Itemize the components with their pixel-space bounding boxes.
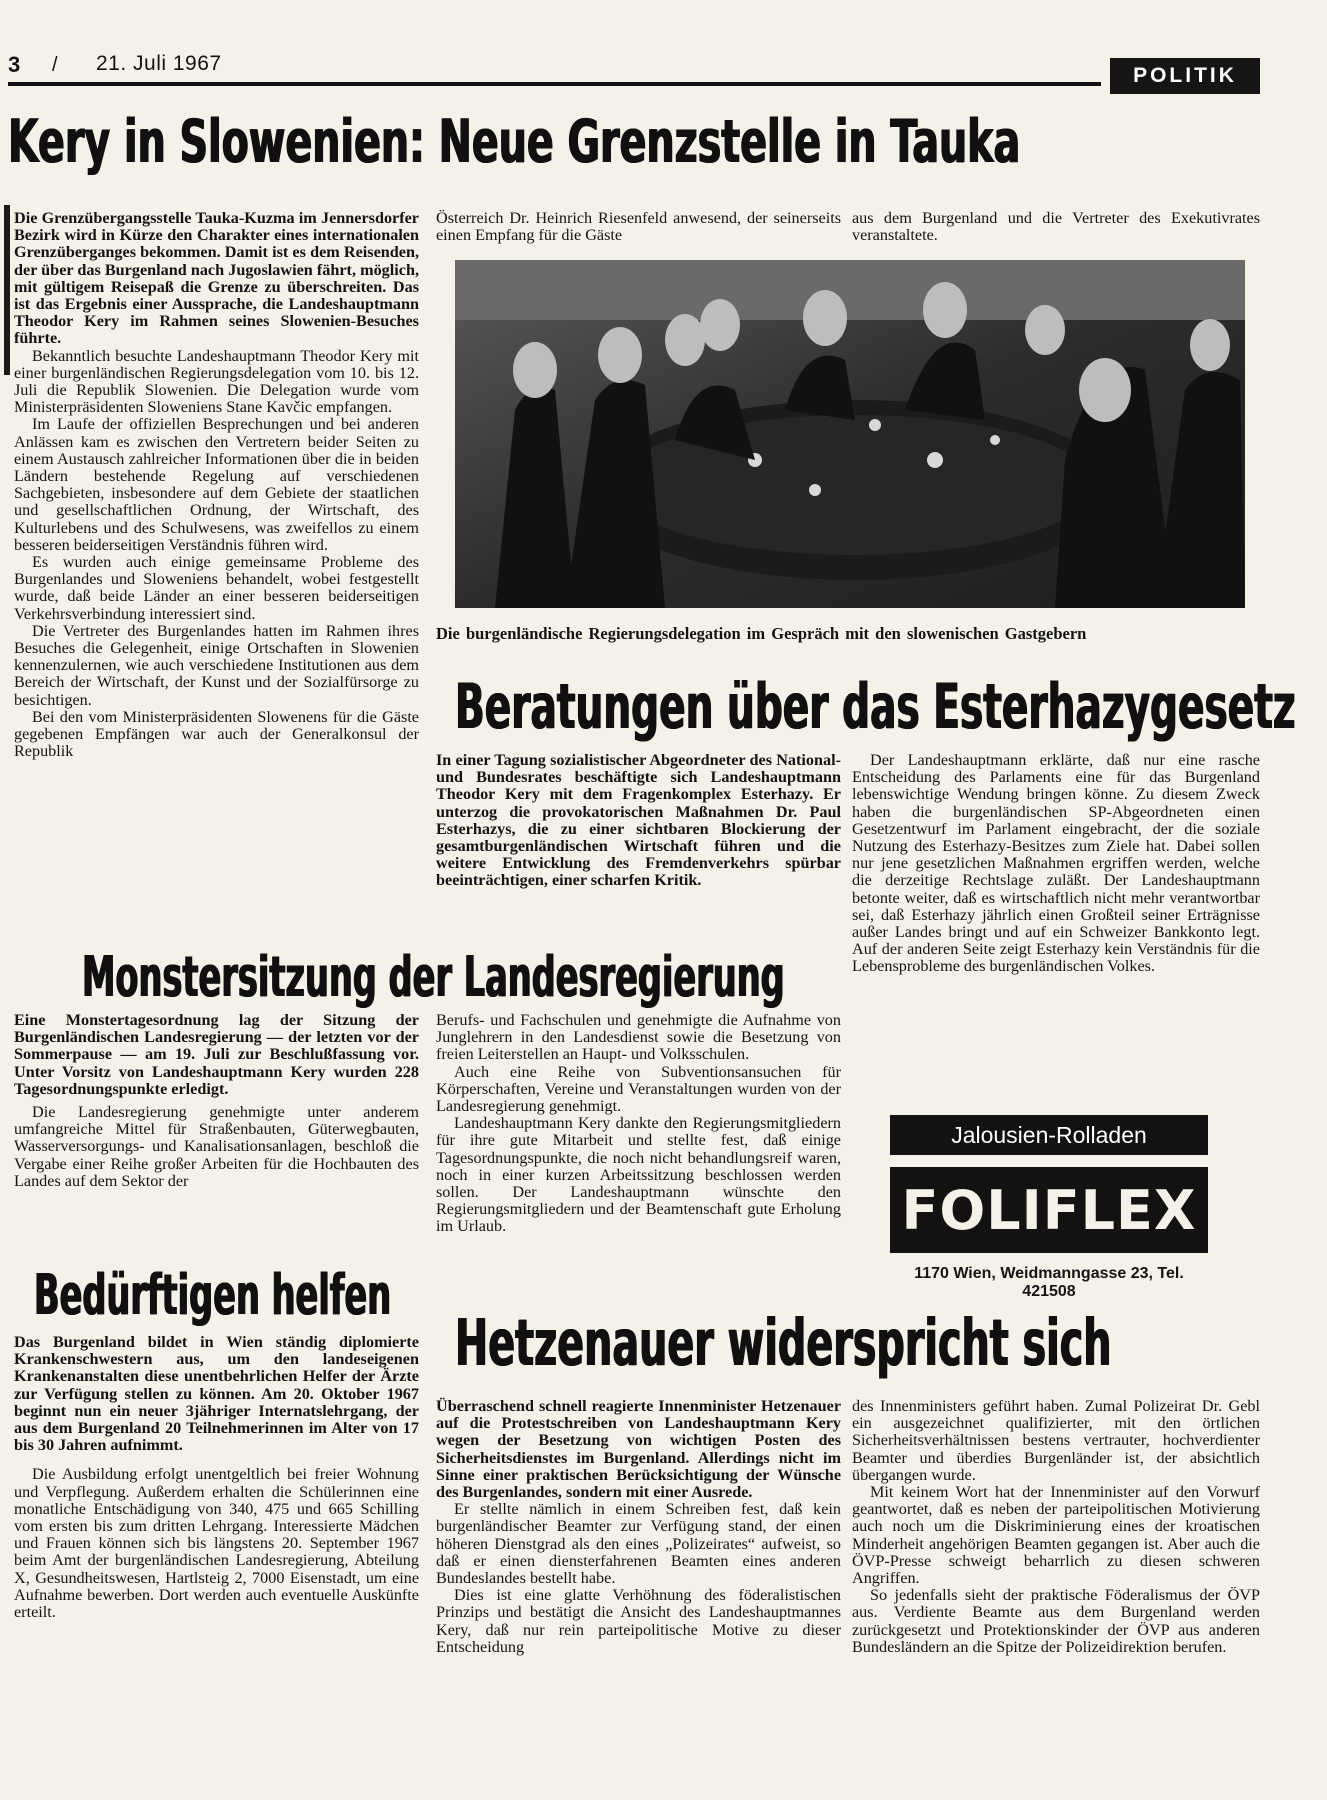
ad-address: 1170 Wien, Weidmanngasse 23, Tel. 421508 (914, 1265, 1184, 1300)
article-monstersitzung-column-left (14, 1012, 419, 1190)
column-marker (4, 205, 10, 375)
delegation-photo-image (455, 260, 1245, 608)
article-monstersitzung-lead: Eine Monstertagesordnung lag der Sitzung der Burgenländischen Landesregierung — der letzten vor der Sommerpause — am 19. Juli zur Beschlußfassung vor. Unter Vorsitz von Landeshauptmann Kery wurden 228 Tagesordnungspunkte erledigt. (14, 1011, 419, 1098)
article-monstersitzung-paragraph: Die Landesregierung genehmigte unter anderem umfangreiche Mittel für Straßenbauten, Güterwegbauten, Wasserversorgungs- und Kanalisationsanlagen, beschloß die Vergabe einer Reihe großer Arbeiten für die Hochbauten des Landes auf dem Sektor der (14, 1103, 419, 1190)
article-kery-continuation-text: aus dem Burgenland und die Vertreter des Exekutivrates veranstaltete. (852, 209, 1260, 245)
ad-brand-logo: FOLIFLEX (890, 1167, 1208, 1253)
foliflex-advertisement (890, 1115, 1208, 1301)
article-esterhazy-lead: In einer Tagung sozialistischer Abgeordneter des National- und Bundesrates beschäftigte sich Landeshauptmann Theodor Kery mit dem Fragenkomplex Esterhazy. Er unterzog die provokatorischen Maßnahmen Dr. Paul Esterhazys, die zu einer sichtbaren Blockierung der gesamtburgenländischen Wirtschaft führen und die weitere Entwicklung des Fremdenverkehrs spürbar beeinträchtigen, einer scharfen Kritik. (436, 751, 841, 890)
article-beduerftige-column (14, 1334, 419, 1621)
article-esterhazy-headline: Beratungen über das Esterhazygesetz (455, 670, 1296, 743)
article-hetzenauer-paragraph: Er stellte nämlich in einem Schreiben fest, daß kein burgenländischer Beamter zur Verfügung stand, der einen höheren Dienstgrad als den eines „Polizeirates“ aufweist, so daß er einen diensterfahrenen Beamten eines anderen Bundeslandes bestellt habe. (436, 1500, 841, 1588)
article-hetzenauer-column-mid (436, 1398, 841, 1656)
article-kery-headline: Kery in Slowenien: Neue Grenzstelle in Tauka (8, 107, 1021, 177)
photo-caption: Die burgenländische Regierungsdelegation im Gespräch mit den slowenischen Gastgebern (436, 624, 1087, 643)
ad-product-line: Jalousien-Rolladen (890, 1115, 1208, 1155)
article-monstersitzung-paragraph: Berufs- und Fachschulen und genehmigte die Aufnahme von Junglehrern in den Landesdienst sowie die Besetzung von freien Leiterstellen an Haupt- und Volksschulen. (436, 1011, 841, 1064)
article-hetzenauer-paragraph: Mit keinem Wort hat der Innenminister auf den Vorwurf geantwortet, daß es neben der parteipolitischen Motivierung auch noch um die Diskriminierung eines der kroatischen Minderheit angehörigen Beamten gegangen ist. Aber auch die ÖVP-Presse schweigt beharrlich zu diesen schweren Angriffen. (852, 1483, 1260, 1588)
article-kery-column-left (14, 210, 419, 761)
article-kery-continuation-mid (436, 210, 841, 244)
article-monstersitzung-column-mid (436, 1012, 841, 1236)
article-kery-paragraph: Die Vertreter des Burgenlandes hatten im Rahmen ihres Besuches die Gelegenheit, einige Ortschaften in Slowenien kennenzulernen, wie auch verschiedene Institutionen aus dem Bereich der Wirtschaft, der Kunst und der Sozialfürsorge zu besichtigen. (14, 621, 419, 709)
article-monstersitzung-headline: Monstersitzung der Landesregierung (82, 945, 785, 1010)
issue-date: 21. Juli 1967 (96, 52, 222, 75)
article-kery-paragraph: Bekanntlich besuchte Landeshauptmann Theodor Kery mit einer burgenländischen Regierungsdelegation vom 10. bis 12. Juli die Republik Slowenien. Die Delegation wurde vom Ministerpräsidenten Sloweniens Stane Kavčic empfangen. (14, 346, 419, 417)
masthead-separator: / (52, 54, 58, 76)
article-kery-lead: Die Grenzübergangsstelle Tauka-Kuzma im Jennersdorfer Bezirk wird in Kürze den Charakter eines internationalen Grenzüberganges bekommen. Damit ist es dem Reisenden, der über das Burgenland nach Jugoslawien fährt, möglich, mit gültigem Reisepaß die Grenze zu überschreiten. Das ist das Ergebnis einer Aussprache, die Landeshauptmann Theodor Kery im Rahmen seines Slowenien-Besuches führte. (14, 209, 419, 348)
article-monstersitzung-paragraph: Landeshauptmann Kery dankte den Regierungsmitgliedern für ihre gute Mitarbeit und stellte fest, daß einige Tagesordnungspunkte, die noch nicht behandlungsreif waren, noch in einer kurzen Arbeitssitzung beschlossen werden sollen. Der Landeshauptmann wünschte den Regierungsmitgliedern und der Beamtenschaft gute Erholung im Urlaub. (436, 1114, 841, 1236)
article-hetzenauer-paragraph: So jedenfalls sieht der praktische Föderalismus der ÖVP aus. Verdiente Beamte aus dem Burgenland werden zurückgesetzt und Protektionskinder der ÖVP aus anderen Bundesländern an die Spitze der Polizeidirektion berufen. (852, 1586, 1260, 1656)
article-kery-paragraph: Bei den vom Ministerpräsidenten Slowenens für die Gäste gegebenen Empfängen war auch der Generalkonsul der Republik (14, 707, 419, 761)
article-kery-paragraph: Im Laufe der offiziellen Besprechungen und bei anderen Anlässen kam es zwischen den Vertretern beider Seiten zu einem Austausch zahlreicher Informationen über die in beiden Ländern bestehende Regelung auf verschiedenen Sachgebieten, insbesondere auf dem Gebiete der staatlichen und gesellschaftlichen Ordnung, der Wirtschaft, des Kulturlebens und des Schulwesens, was zweifellos zu einem besseren beiderseitigen Verständnis führen wird. (14, 415, 419, 554)
article-hetzenauer-paragraph: Dies ist eine glatte Verhöhnung des föderalistischen Prinzips und bestätigt die Ansicht des Landeshauptmannes Kery, daß nur rein parteipolitische Motive zu dieser Entscheidung (436, 1586, 841, 1656)
article-esterhazy-body: Der Landeshauptmann erklärte, daß nur eine rasche Entscheidung des Parlaments eine für das Burgenland lebenswichtige Wendung bringen könne. Zu diesem Zweck haben die burgenländischen SP-Abgeordneten einen Gesetzentwurf im Parlament eingebracht, der die soziale Nutzung des Esterhazy-Besitzes zum Ziele hat. Dabei sollen nur jene gesetzlichen Maßnahmen ergriffen werden, welche die derzeitige Rechtslage zuläßt. Der Landeshauptmann betonte weiter, daß es wirtschaftlich nicht mehr verantwortbar sei, daß Esterhazy jährlich einen Großteil seiner Erträgnisse außer Landes bringt und auf ein Schweizer Bankkonto legt. Auf der anderen Seite zeigt Esterhazy kein Verständnis für die Lebensprobleme des burgenländischen Volkes. (852, 751, 1260, 976)
article-hetzenauer-lead: Überraschend schnell reagierte Innenminister Hetzenauer auf die Protestschreiben von Landeshauptmann Kery wegen der Besetzung von wichtigen Posten des Sicherheitsdienstes im Burgenland. Allerdings nicht im Sinne einer praktischen Berücksichtigung der Wünsche des Burgenlandes, sondern mit einer Ausrede. (436, 1397, 841, 1502)
delegation-photo (455, 260, 1245, 608)
article-beduerftige-lead: Das Burgenland bildet in Wien ständig diplomierte Krankenschwestern aus, um den landeseigenen Krankenanstalten diese unentbehrlichen Helfer der Ärzte zur Verfügung stellen zu können. Am 20. Oktober 1967 beginnt nun ein neuer 3jähriger Internatslehrgang, der aus dem Burgenland 20 Teilnehmerinnen im Alter von 17 bis 30 Jahren aufnimmt. (14, 1333, 419, 1455)
article-kery-continuation-text: Österreich Dr. Heinrich Riesenfeld anwesend, der seinerseits einen Empfang für die Gäste (436, 209, 841, 245)
article-kery-continuation-right (852, 210, 1260, 244)
article-beduerftige-paragraph: Die Ausbildung erfolgt unentgeltlich bei freier Wohnung und Verpflegung. Außerdem erhalten die Schülerinnen eine monatliche Entschädigung von 340, 475 und 665 Schilling vom ersten bis zum dritten Lehrgang. Interessierte Mädchen und Frauen können sich bis längstens 20. September 1967 beim Amt der burgenländischen Landesregierung, Abteilung X, Gesundheitswesen, Hartlsteig 2, 7000 Eisenstadt, um eine Aufnahme bewerben. Dort werden auch eventuelle Auskünfte erteilt. (14, 1465, 419, 1622)
article-kery-paragraph: Es wurden auch einige gemeinsame Probleme des Burgenlandes und Sloweniens behandelt, wobei festgestellt wurde, daß beide Länder an einer besseren beiderseitigen Verkehrsverbindung interessiert sind. (14, 553, 419, 623)
article-hetzenauer-paragraph: des Innenministers geführt haben. Zumal Polizeirat Dr. Gebl ein ausgezeichnet qualifizierter, mit den örtlichen Sicherheitsverhältnissen bestens vertrauter, hochverdienter Beamter und überdies Burgenländer ist, der absichtlich übergangen wurde. (852, 1397, 1260, 1484)
article-monstersitzung-paragraph: Auch eine Reihe von Subventionsansuchen für Körperschaften, Vereine und Veranstaltungen wurden von der Landesregierung genehmigt. (436, 1062, 841, 1116)
article-hetzenauer-headline: Hetzenauer widerspricht sich (455, 1307, 1112, 1381)
section-badge: POLITIK (1110, 58, 1260, 94)
article-esterhazy-column-left (436, 752, 841, 890)
article-beduerftige-headline: Bedürftigen helfen (34, 1263, 392, 1328)
article-esterhazy-column-right (852, 752, 1260, 976)
article-hetzenauer-column-right (852, 1398, 1260, 1656)
page-number: 3 (8, 52, 21, 77)
masthead-rule (8, 82, 1101, 86)
